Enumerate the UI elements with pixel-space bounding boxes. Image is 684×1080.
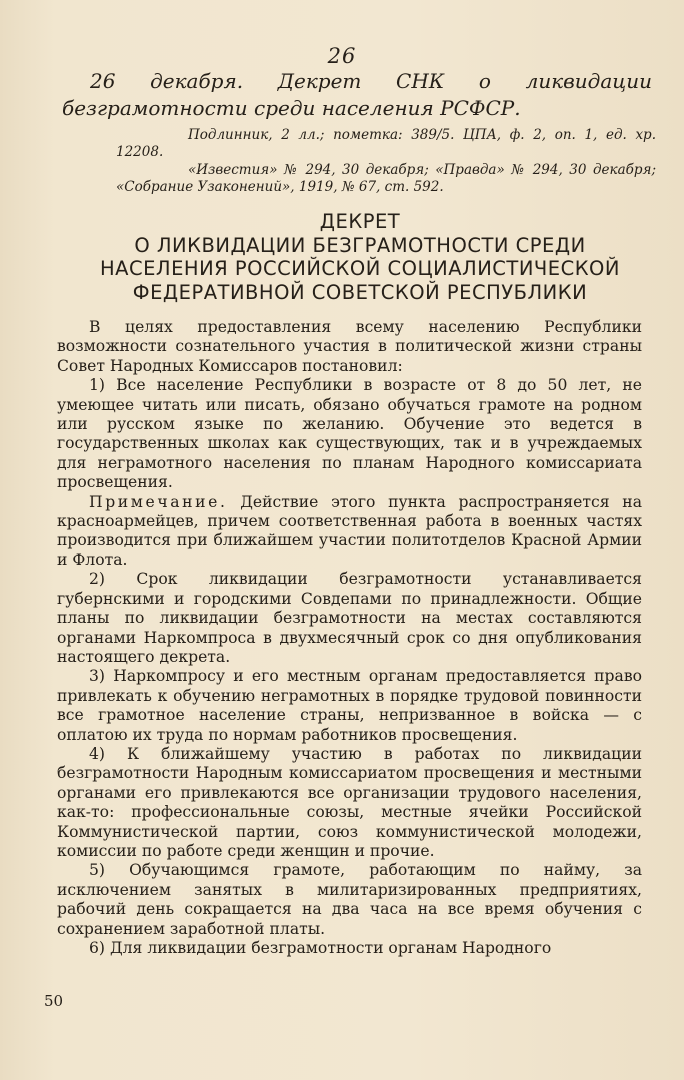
decree-title-line: ФЕДЕРАТИВНОЙ СОВЕТСКОЙ РЕСПУБЛИКИ [132, 280, 588, 304]
publication-source-reference: «Известия» № 294, 30 декабря; «Правда» № 294, 30 декабря; «Собрание Узаконений», 1919, № 67, ст. 592. [116, 162, 656, 195]
archive-source-reference: Подлинник, 2 лл.; пометка: 389/5. ЦПА, ф. 2, оп. 1, ед. хр. 12208. [116, 127, 656, 160]
decree-paragraph-1: 1) Все население Республики в возрасте от 8 до 50 лет, не умеющее читать или писать, обязано обучаться грамоте на родном или русском языке по желанию. Обучение это ведется в государственных школах как существующих, так и в учреждаемых для неграмотного населения по планам Народного комиссариата просвещения. [57, 376, 642, 492]
decree-paragraph-2: 2) Срок ликвидации безграмотности устанавливается губернскими и городскими Совдепами по принадлежности. Общие планы по ликвидации безграмотности на местах составляются органами Наркомпроса в двухмесячный срок со дня опубликования настоящего декрета. [57, 570, 642, 666]
decree-title-line: НАСЕЛЕНИЯ РОССИЙСКОЙ СОЦИАЛИСТИЧЕСКОЙ [99, 257, 620, 280]
decree-body [57, 318, 642, 958]
page-number: 50 [44, 992, 64, 1010]
decree-paragraph-5: 5) Обучающимся грамоте, работающим по найму, за исключением занятых в милитаризированных предприятиях, рабочий день сокращается на два часа на все время обучения с сохранением заработной платы. [57, 861, 642, 938]
decree-note [57, 493, 642, 571]
decree-title [60, 210, 660, 304]
decree-paragraph-6: 6) Для ликвидации безграмотности органам Народного [89, 939, 552, 957]
decree-title-line: ДЕКРЕТ [319, 210, 401, 233]
decree-title-line: О ЛИКВИДАЦИИ БЕЗГРАМОТНОСТИ СРЕДИ [134, 233, 586, 257]
decree-preamble: В целях предоставления всему населению Республики возможности сознательного участия в политической жизни страны Совет Народных Комиссаров постановил: [57, 318, 642, 375]
document-heading: 26 декабря. Декрет СНК о ликвидации безграмотности среди населения РСФСР. [62, 69, 652, 120]
note-text: Действие этого пункта распространяется на красноармейцев, причем соответственная работа в военных частях производится при ближайшем участии политотделов Красной Армии и Флота. [57, 492, 642, 569]
decree-paragraph-3: 3) Наркомпросу и его местным органам предоставляется право привлекать к обучению неграмотных в порядке трудовой повинности все грамотное население страны, непризванное в войска — с оплатою их труда по нормам работников просвещения. [57, 667, 642, 744]
note-label: Примечание. [89, 492, 228, 511]
document-number: 26 [327, 44, 357, 68]
decree-paragraph-4: 4) К ближайшему участию в работах по ликвидации безграмотности Народным комиссариатом просвещения и местными органами его привлекаются все организации трудового населения, как-то: профессиональные союзы, местные ячейки Российской Коммунистической партии, союз коммунистической молодежи, комиссии по работе среди женщин и прочие. [57, 744, 642, 860]
